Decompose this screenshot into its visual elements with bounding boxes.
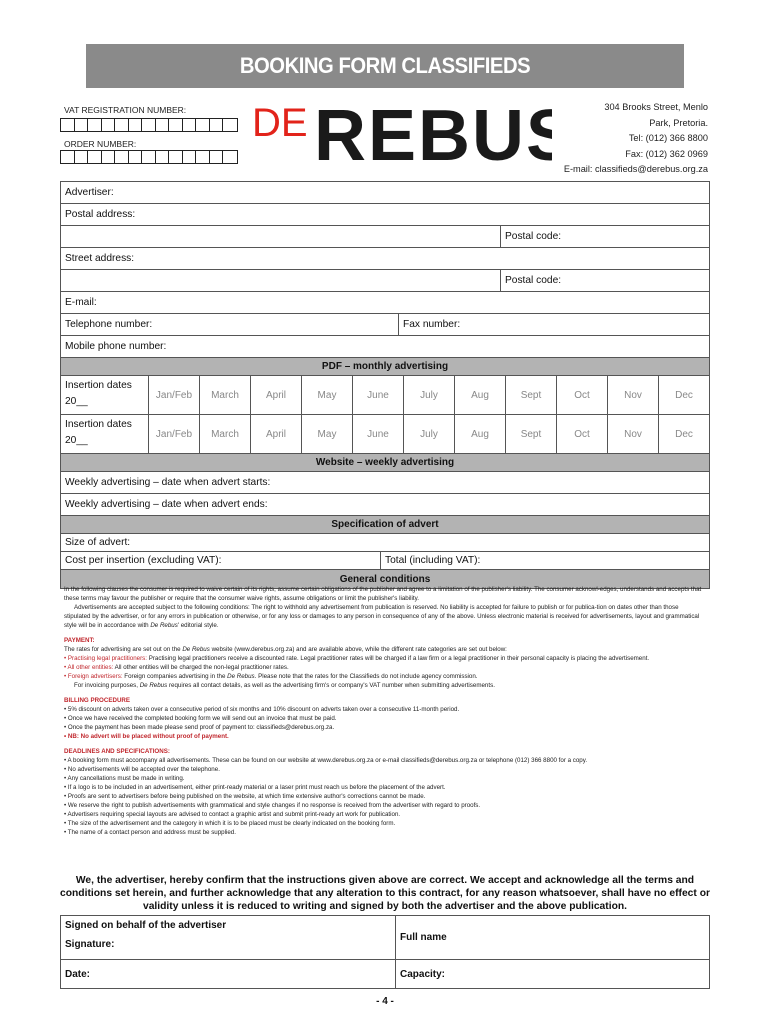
specification-section-header	[61, 516, 709, 534]
logo-rebus-text: REBUS	[314, 98, 552, 168]
payment-rates: The rates for advertising are set out on the De Rebus website (www.derebus.org.za) and are available above, while the different rate categories are set out below:	[64, 646, 507, 653]
month-checkbox[interactable]: Jan/Feb	[149, 415, 200, 453]
month-checkbox[interactable]: Aug	[455, 376, 506, 414]
street-address-field[interactable]	[61, 248, 709, 270]
payment-invoicing: For invoicing purposes, De Rebus requires all contact details, as well as the advertising firm's or company's VAT number when submitting advertisements.	[74, 682, 495, 689]
month-checkbox[interactable]: March	[200, 415, 251, 453]
postal-address-field[interactable]	[61, 204, 709, 226]
postal-address-line-2[interactable]	[61, 226, 709, 248]
character-box[interactable]	[88, 119, 102, 131]
insertion-year[interactable]: 20__	[65, 396, 88, 407]
insertion-dates-label: Insertion dates	[65, 419, 132, 430]
month-checkbox[interactable]: June	[353, 415, 404, 453]
month-checkbox[interactable]: April	[251, 376, 302, 414]
month-checkbox[interactable]: July	[404, 415, 455, 453]
character-box[interactable]	[102, 151, 116, 163]
month-checkbox[interactable]: Nov	[608, 376, 659, 414]
character-box[interactable]	[156, 151, 170, 163]
character-box[interactable]	[102, 119, 116, 131]
signature-label: Signature:	[65, 939, 115, 950]
insertion-dates-label: Insertion dates	[65, 380, 132, 391]
weekly-end-field[interactable]	[61, 494, 709, 516]
cost-per-insertion-label: Cost per insertion (excluding VAT):	[65, 555, 222, 566]
telephone-label: Telephone number:	[65, 319, 153, 330]
signed-on-behalf-label: Signed on behalf of the advertiser	[65, 920, 227, 931]
month-checkbox[interactable]: May	[302, 376, 353, 414]
month-checkbox[interactable]: Jan/Feb	[149, 376, 200, 414]
address-line: Park, Pretoria.	[649, 117, 708, 128]
character-box[interactable]	[183, 119, 197, 131]
vat-registration-label: VAT REGISTRATION NUMBER:	[64, 105, 187, 115]
month-checkbox[interactable]: Dec	[675, 428, 693, 440]
month-checkbox[interactable]: April	[251, 415, 302, 453]
billing-heading: BILLING PROCEDURE	[64, 697, 131, 704]
character-box[interactable]	[169, 151, 183, 163]
character-box[interactable]	[210, 119, 224, 131]
postal-address-label: Postal address:	[65, 209, 136, 220]
size-of-advert-field[interactable]	[61, 534, 709, 552]
date-field[interactable]	[61, 960, 396, 988]
signature-table	[60, 915, 710, 989]
deadlines-heading: DEADLINES AND SPECIFICATIONS:	[64, 748, 170, 755]
email-line: E-mail: classifieds@derebus.org.za	[563, 164, 708, 174]
deadline-item: • The name of a contact person and address must be supplied.	[64, 829, 236, 836]
telephone-field[interactable]	[61, 314, 398, 335]
postal-code-field[interactable]	[500, 226, 709, 247]
payment-foreign: • Foreign advertisers: Foreign companies advertising in the De Rebus. Please note that the rates for the Classifieds do not include agency commission.	[64, 673, 478, 680]
booking-form-table	[60, 181, 710, 589]
deadline-item: • Proofs are sent to advertisers before being published on the website, at which time extensive author's corrections cannot be made.	[64, 793, 426, 800]
month-checkbox[interactable]: Sept	[506, 415, 557, 453]
street-address-label: Street address:	[65, 253, 135, 264]
insertion-dates-row-1	[61, 376, 709, 415]
month-checkbox[interactable]: Sept	[506, 376, 557, 414]
character-box[interactable]	[61, 119, 75, 131]
publisher-address	[508, 100, 708, 178]
character-box[interactable]	[183, 151, 197, 163]
order-number-field[interactable]	[60, 150, 238, 164]
deadline-item: • No advertisements will be accepted over the telephone.	[64, 766, 220, 773]
deadline-item: • If a logo is to be included in an advertisement, either print-ready material or a laser print must reach us before the placement of the advert.	[64, 784, 446, 791]
character-box[interactable]	[115, 119, 129, 131]
deadline-item: • Any cancellations must be made in writing.	[64, 775, 185, 782]
month-checkbox[interactable]: Nov	[608, 415, 659, 453]
mobile-field[interactable]	[61, 336, 709, 358]
full-name-field[interactable]	[396, 916, 709, 959]
fax-label: Fax number:	[403, 319, 461, 330]
deadline-item: • Advertisers requiring special layouts are advised to contact a graphic artist and submit print-ready art work for publication.	[64, 811, 401, 818]
character-box[interactable]	[196, 119, 210, 131]
character-box[interactable]	[88, 151, 102, 163]
character-box[interactable]	[61, 151, 75, 163]
character-box[interactable]	[210, 151, 224, 163]
street-address-line-2[interactable]	[61, 270, 709, 292]
insertion-year[interactable]: 20__	[65, 435, 88, 446]
postal-code-label: Postal code:	[505, 231, 562, 242]
month-checkbox[interactable]: Oct	[557, 376, 608, 414]
de-rebus-logo	[252, 98, 552, 168]
month-checkbox[interactable]: Dec	[675, 389, 693, 401]
website-section-header	[61, 454, 709, 472]
total-label: Total (including VAT):	[385, 555, 481, 566]
month-checkbox[interactable]: June	[353, 376, 404, 414]
weekly-end-label: Weekly advertising – date when advert ends:	[65, 499, 268, 510]
total-field[interactable]	[380, 552, 709, 569]
acknowledgement-text: We, the advertiser, hereby confirm that the instructions given above are correct. We accept and acknowledge all the terms and conditions set herein, and further acknowledge that any alteration to this contract, for any reason whatsoever, shall have no effect or validity unless it is reduced to writing and signed by both the advertiser and the above publication.	[60, 875, 710, 912]
signature-field[interactable]	[65, 939, 391, 950]
character-box[interactable]	[196, 151, 210, 163]
billing-item: • Once we have received the completed booking form we will send out an invoice that must be paid.	[64, 715, 337, 722]
form-title: BOOKING FORM CLASSIFIEDS	[239, 53, 531, 78]
character-box[interactable]	[142, 151, 156, 163]
character-box[interactable]	[223, 151, 237, 163]
character-box[interactable]	[169, 119, 183, 131]
insertion-dates-row-2	[61, 415, 709, 454]
deadline-item: • We reserve the right to publish advertisements with grammatical and style changes if no response is received from the advertiser with regard to proofs.	[64, 802, 481, 809]
specification-section-title: Specification of advert	[331, 519, 439, 530]
capacity-field[interactable]	[396, 960, 709, 988]
cost-per-insertion-field[interactable]	[61, 552, 380, 569]
street-postal-code-field[interactable]	[500, 270, 709, 291]
character-box[interactable]	[75, 151, 89, 163]
weekly-start-field[interactable]	[61, 472, 709, 494]
website-section-title: Website – weekly advertising	[315, 457, 455, 468]
address-line: 304 Brooks Street, Menlo	[604, 102, 708, 112]
character-box[interactable]	[115, 151, 129, 163]
pdf-section-title: PDF – monthly advertising	[321, 361, 449, 372]
general-conditions-text	[64, 585, 706, 837]
mobile-label: Mobile phone number:	[65, 341, 167, 352]
month-checkbox[interactable]: Oct	[557, 415, 608, 453]
vat-registration-field[interactable]	[60, 118, 238, 132]
weekly-start-label: Weekly advertising – date when advert starts:	[65, 477, 271, 488]
month-checkbox[interactable]: March	[200, 376, 251, 414]
email-label: E-mail:	[65, 297, 97, 308]
billing-item: • Once the payment has been made please send proof of payment to: classifieds@derebus.org.za.	[64, 724, 335, 731]
payment-practitioners: • Practising legal practitioners: Practising legal practitioners receive a discounted rate. Legal practitioner rates will be charged if a law firm or a legal practitioner in their personal capacity is placing the advertisement.	[64, 655, 650, 662]
conditions-acceptance: Advertisements are accepted subject to the following conditions: The right to withhold any advertisement from publication is reserved. No liability is accepted for failure to publish or for publica-tion on dates other than those stipulated by the advertiser, or for any errors in publication or otherwise, or for any loss or damages to any person in consequence of any of the above. Unless electronic material is received for advertisements, layout and grammatical style will be in accordance with De Rebus' editorial style.	[64, 604, 700, 629]
billing-item: • 5% discount on adverts taken over a consecutive period of six months and 10% discount on adverts taken over a consecutive 11-month period.	[64, 706, 460, 713]
postal-code-label: Postal code:	[505, 275, 562, 286]
date-label: Date:	[65, 968, 91, 980]
fax-field[interactable]	[398, 314, 709, 335]
fax-line: Fax: (012) 362 0969	[625, 148, 708, 159]
size-of-advert-label: Size of advert:	[65, 537, 131, 548]
deadline-item: • A booking form must accompany all advertisements. These can be found on our website at www.derebus.org.za or e-mail classifieds@derebus.org.za or telephone (012) 366 8800 for a copy.	[64, 757, 588, 764]
character-box[interactable]	[129, 119, 143, 131]
advertiser-label: Advertiser:	[65, 187, 114, 198]
payment-heading: PAYMENT:	[64, 637, 95, 644]
character-box[interactable]	[156, 119, 170, 131]
pdf-section-header	[61, 358, 709, 376]
payment-other-entities: • All other entities: All other entities will be charged the non-legal practitioner rates.	[64, 664, 289, 671]
capacity-label: Capacity:	[400, 968, 446, 980]
deadline-item: • The size of the advertisement and the category in which it is to be placed must be clearly indicated on the booking form.	[64, 820, 396, 827]
character-box[interactable]	[223, 119, 237, 131]
month-checkbox[interactable]: Aug	[455, 415, 506, 453]
full-name-label: Full name	[400, 932, 447, 943]
character-box[interactable]	[75, 119, 89, 131]
character-box[interactable]	[142, 119, 156, 131]
logo-de-text: DE	[252, 101, 308, 145]
character-box[interactable]	[129, 151, 143, 163]
page-number: - 4 -	[376, 996, 394, 1007]
email-field[interactable]	[61, 292, 709, 314]
advertiser-field[interactable]	[61, 182, 709, 204]
order-number-label: ORDER NUMBER:	[64, 139, 137, 149]
conditions-intro: In the following clauses the consumer is required to waive certain of its rights, assume certain obligations of the publisher and agree to a limitation of the publisher's liability. The consumer acknowl-edges, understands and accepts that these terms may favour the publisher or require that the consumer waive rights, assume obligations or limit the publisher's liability.	[64, 586, 702, 602]
telephone-line: Tel: (012) 366 8800	[628, 133, 708, 143]
form-title-banner	[86, 44, 684, 88]
general-conditions-title: General conditions	[339, 573, 431, 585]
billing-warning: • NB: No advert will be placed without proof of payment.	[64, 733, 229, 740]
month-checkbox[interactable]: May	[302, 415, 353, 453]
month-checkbox[interactable]: July	[404, 376, 455, 414]
